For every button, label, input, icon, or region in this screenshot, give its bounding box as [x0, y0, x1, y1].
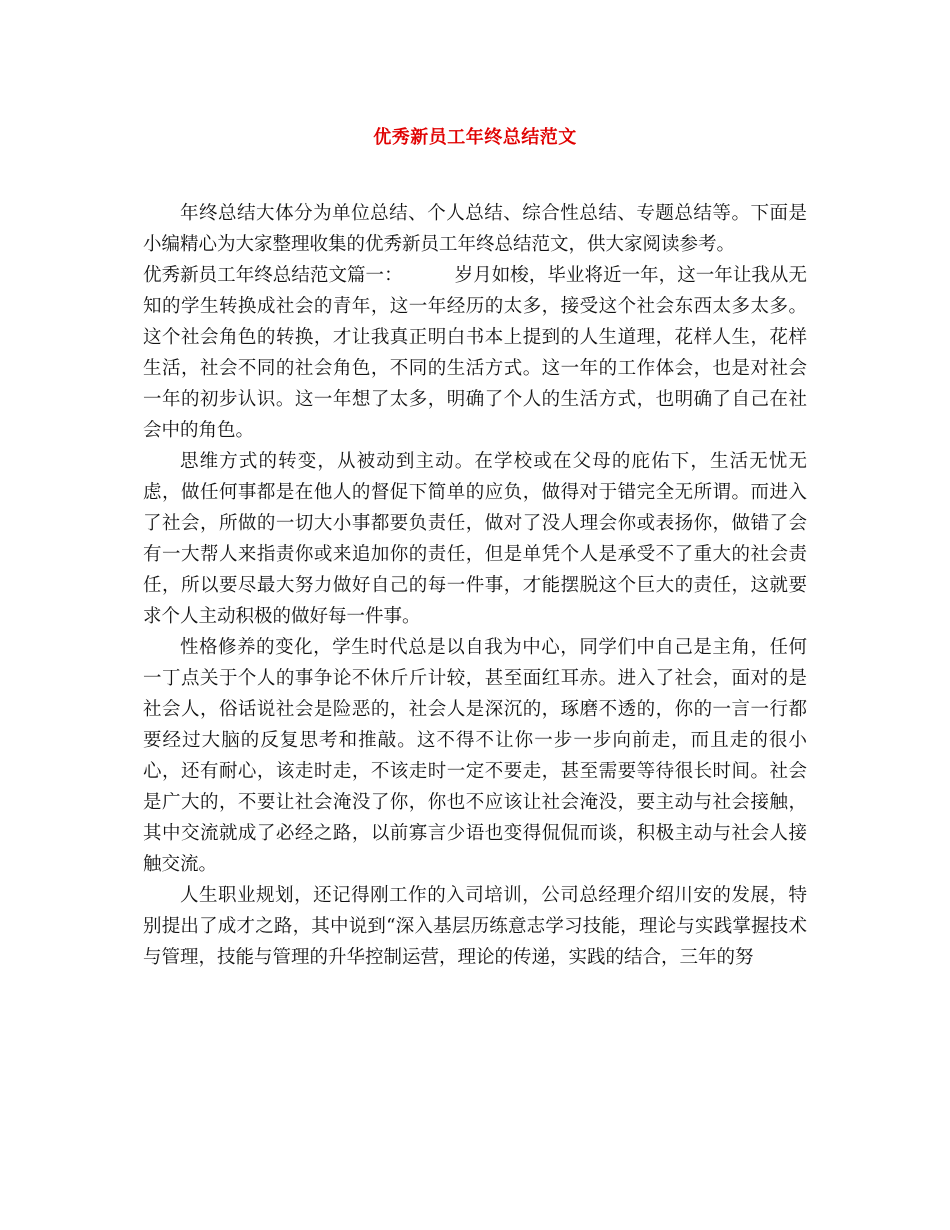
intro-paragraph: 年终总结大体分为单位总结、个人总结、综合性总结、专题总结等。下面是小编精心为大家整理收集的优秀新员工年终总结范文，供大家阅读参考。	[143, 203, 807, 255]
section-paragraph	[143, 260, 807, 446]
section-first-text: 岁月如梭，毕业将近一年，这一年让我从无知的学生转换成社会的青年，这一年经历的太多，接受这个社会东西太多太多。这个社会角色的转换，才让我真正明白书本上提到的人生道理，花样人生，花样生活，社会不同的社会角色，不同的生活方式。这一年的工作体会，也是对社会一年的初步认识。这一年想了太多，明确了个人的生活方式，也明确了自己在社会中的角色。	[143, 265, 807, 441]
document-title: 优秀新员工年终总结范文	[373, 127, 577, 148]
section-heading: 优秀新员工年终总结范文篇一：	[143, 265, 403, 286]
body-paragraph: 人生职业规划，还记得刚工作的入司培训，公司总经理介绍川安的发展，特别提出了成才之路，其中说到“深入基层历练意志学习技能，理论与实践掌握技术与管理，技能与管理的升华控制运营，理论的传递，实践的结合，三年的努	[143, 885, 807, 968]
body-paragraph: 思维方式的转变，从被动到主动。在学校或在父母的庇佑下，生活无忧无虑，做任何事都是在他人的督促下简单的应负，做得对于错完全无所谓。而进入了社会，所做的一切大小事都要负责任，做对了没人理会你或表扬你，做错了会有一大帮人来指责你或来追加你的责任，但是单凭个人是承受不了重大的社会责任，所以要尽最大努力做好自己的每一件事，才能摆脱这个巨大的责任，这就要求个人主动积极的做好每一件事。	[143, 451, 807, 627]
document-body	[143, 198, 807, 973]
body-paragraph: 性格修养的变化，学生时代总是以自我为中心，同学们中自己是主角，任何一丁点关于个人的事争论不休斤斤计较，甚至面红耳赤。进入了社会，面对的是社会人，俗话说社会是险恶的，社会人是深沉的，琢磨不透的，你的一言一行都要经过大脑的反复思考和推敲。这不得不让你一步一步向前走，而且走的很小心，还有耐心，该走时走，不该走时一定不要走，甚至需要等待很长时间。社会是广大的，不要让社会淹没了你，你也不应该让社会淹没，要主动与社会接触，其中交流就成了必经之路，以前寡言少语也变得侃侃而谈，积极主动与社会人接触交流。	[143, 637, 807, 875]
